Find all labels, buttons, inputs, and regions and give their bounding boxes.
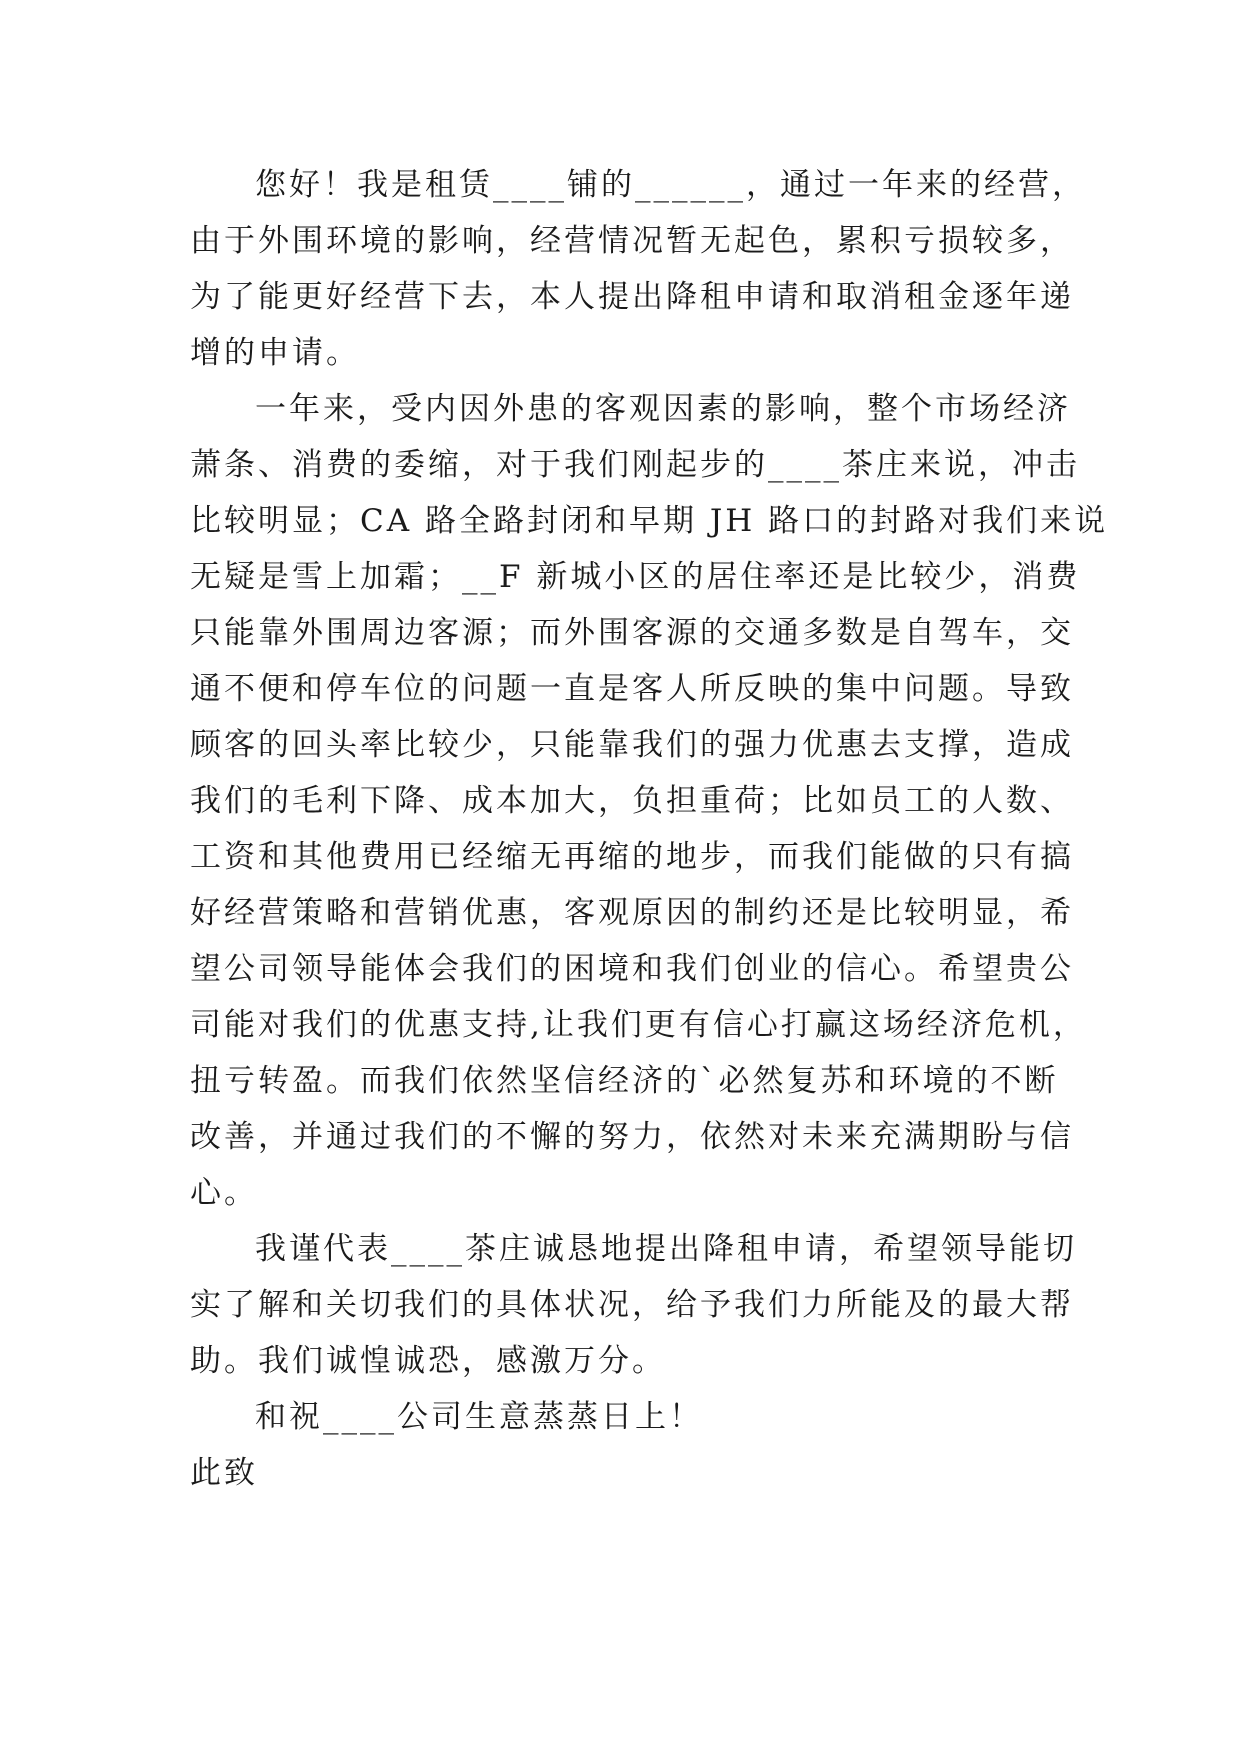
paragraph-1-line-4: 增的申请。 [190, 335, 360, 371]
paragraph-2-line-10: 好经营策略和营销优惠，客观原因的制约还是比较明显，希 [190, 895, 1074, 931]
paragraph-2-line-1: 一年来，受内因外患的客观因素的影响，整个市场经济 [255, 391, 1071, 427]
paragraph-2-line-14: 改善，并通过我们的不懈的努力，依然对未来充满期盼与信 [190, 1119, 1074, 1155]
paragraph-1-line-2: 由于外围环境的影响，经营情况暂无起色，累积亏损较多， [190, 223, 1074, 259]
paragraph-2-line-15: 心。 [190, 1175, 258, 1211]
paragraph-3-line-1: 我谨代表____茶庄诚恳地提出降租申请，希望领导能切 [255, 1231, 1077, 1267]
paragraph-2-line-13: 扭亏转盈。而我们依然坚信经济的`必然复苏和环境的不断 [190, 1063, 1059, 1099]
paragraph-1-line-3: 为了能更好经营下去，本人提出降租申请和取消租金逐年递 [190, 279, 1074, 315]
paragraph-2-line-7: 顾客的回头率比较少，只能靠我们的强力优惠去支撑，造成 [190, 727, 1074, 763]
paragraph-2-line-2: 萧条、消费的委缩，对于我们刚起步的____茶庄来说，冲击 [190, 447, 1080, 483]
paragraph-2-line-11: 望公司领导能体会我们的困境和我们创业的信心。希望贵公 [190, 951, 1074, 987]
paragraph-3-line-3: 助。我们诚惶诚恐，感激万分。 [190, 1343, 666, 1379]
paragraph-2-line-4: 无疑是雪上加霜；__F 新城小区的居住率还是比较少，消费 [190, 559, 1081, 595]
paragraph-2-line-12: 司能对我们的优惠支持,让我们更有信心打赢这场经济危机， [190, 1007, 1087, 1043]
paragraph-2-line-5: 只能靠外围周边客源；而外围客源的交通多数是自驾车，交 [190, 615, 1074, 651]
closing-wish: 和祝____公司生意蒸蒸日上！ [255, 1399, 703, 1435]
paragraph-2-line-3: 比较明显；CA 路全路封闭和早期 JH 路口的封路对我们来说 [190, 503, 1109, 539]
paragraph-2-line-8: 我们的毛利下降、成本加大，负担重荷；比如员工的人数、 [190, 783, 1074, 819]
closing-salutation: 此致 [190, 1455, 258, 1491]
paragraph-2-line-6: 通不便和停车位的问题一直是客人所反映的集中问题。导致 [190, 671, 1074, 707]
paragraph-2-line-9: 工资和其他费用已经缩无再缩的地步，而我们能做的只有搞 [190, 839, 1074, 875]
paragraph-1-line-1: 您好！我是租赁____铺的______，通过一年来的经营， [255, 167, 1086, 203]
paragraph-3-line-2: 实了解和关切我们的具体状况，给予我们力所能及的最大帮 [190, 1287, 1074, 1323]
